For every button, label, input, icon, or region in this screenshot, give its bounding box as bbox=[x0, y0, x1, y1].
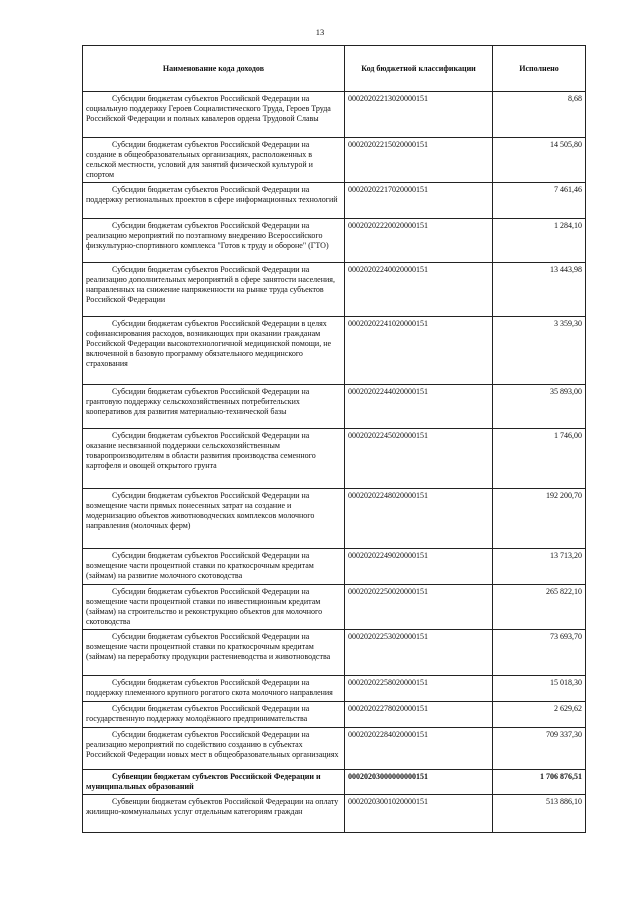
revenue-name: Субсидии бюджетам субъектов Российской Федерации на оказание несвязанной поддержки сельскохозяйственным товаропроизводителям в области развития производства семенного картофеля и овощей открытого грунта bbox=[86, 431, 316, 470]
revenue-name-cell bbox=[83, 770, 345, 795]
revenue-name-cell bbox=[83, 728, 345, 770]
table-row bbox=[83, 263, 586, 317]
executed-amount-cell: 8,68 bbox=[493, 92, 586, 138]
executed-amount-cell: 513 886,10 bbox=[493, 795, 586, 833]
page-number: 13 bbox=[315, 27, 325, 37]
budget-code-cell: 00020202250020000151 bbox=[345, 585, 493, 630]
revenue-name: Субсидии бюджетам субъектов Российской Федерации на создание в общеобразовательных организациях, расположенных в сельской местности, условий для занятий физической культурой и спортом bbox=[86, 140, 313, 179]
executed-amount-cell: 15 018,30 bbox=[493, 676, 586, 702]
revenue-name-cell bbox=[83, 429, 345, 489]
table-row bbox=[83, 138, 586, 183]
revenue-name: Субсидии бюджетам субъектов Российской Федерации на реализацию дополнительных мероприятий в сфере занятости населения, направленных на снижение напряженности на рынке труда субъектов Российской Федерации bbox=[86, 265, 335, 304]
executed-amount-cell: 1 706 876,51 bbox=[493, 770, 586, 795]
revenue-name: Субсидии бюджетам субъектов Российской Федерации на социальную поддержку Героев Социалистического Труда, Героев Труда Российской Федерации и полных кавалеров ордена Трудовой Славы bbox=[86, 94, 331, 123]
revenue-name-cell bbox=[83, 92, 345, 138]
table-row bbox=[83, 183, 586, 219]
table-row bbox=[83, 702, 586, 728]
revenue-name: Субвенции бюджетам субъектов Российской Федерации на оплату жилищно-коммунальных услуг отдельным категориям граждан bbox=[86, 797, 339, 816]
budget-code-cell: 00020202244020000151 bbox=[345, 385, 493, 429]
budget-code-cell: 00020202284020000151 bbox=[345, 728, 493, 770]
executed-amount-cell: 14 505,80 bbox=[493, 138, 586, 183]
executed-amount-cell: 1 746,00 bbox=[493, 429, 586, 489]
revenue-name-cell bbox=[83, 183, 345, 219]
executed-amount-cell: 73 693,70 bbox=[493, 630, 586, 676]
budget-code-cell: 00020203001020000151 bbox=[345, 795, 493, 833]
table-row bbox=[83, 92, 586, 138]
table-row bbox=[83, 489, 586, 549]
revenue-name-cell bbox=[83, 585, 345, 630]
executed-amount-cell: 1 284,10 bbox=[493, 219, 586, 263]
executed-amount-cell: 7 461,46 bbox=[493, 183, 586, 219]
revenue-name: Субсидии бюджетам субъектов Российской Федерации в целях софинансирования расходов, возникающих при оказании гражданам Российской Федерации высокотехнологичной медицинской помощи, не включенной в базовую программу обязательного медицинского страхования bbox=[86, 319, 332, 368]
revenue-name-cell bbox=[83, 263, 345, 317]
revenue-table bbox=[82, 45, 586, 833]
executed-amount-cell: 2 629,62 bbox=[493, 702, 586, 728]
revenue-name: Субсидии бюджетам субъектов Российской Федерации на возмещение части процентной ставки по инвестиционным кредитам (займам) на строительство и реконструкцию объектов для молочного скотоводства bbox=[86, 587, 323, 626]
table-row bbox=[83, 549, 586, 585]
budget-code-cell: 00020202241020000151 bbox=[345, 317, 493, 385]
revenue-name-cell bbox=[83, 219, 345, 263]
table-row bbox=[83, 795, 586, 833]
revenue-name: Субсидии бюджетам субъектов Российской Федерации на поддержку региональных проектов в сфере информационных технологий bbox=[86, 185, 338, 204]
executed-amount-cell: 265 822,10 bbox=[493, 585, 586, 630]
revenue-name: Субсидии бюджетам субъектов Российской Федерации на поддержку племенного крупного рогатого скота молочного направления bbox=[86, 678, 333, 697]
budget-code-cell: 00020202278020000151 bbox=[345, 702, 493, 728]
revenue-name: Субсидии бюджетам субъектов Российской Федерации на реализацию мероприятий по содействию созданию в субъектах Российской Федерации новых мест в общеобразовательных организациях bbox=[86, 730, 339, 759]
revenue-name-cell bbox=[83, 549, 345, 585]
revenue-name: Субсидии бюджетам субъектов Российской Федерации на реализацию мероприятий по поэтапному внедрению Всероссийского физкультурно-спортивного комплекса "Готов к труду и обороне" (ГТО) bbox=[86, 221, 329, 250]
header-code: Код бюджетной классификации bbox=[345, 46, 493, 92]
budget-code-cell: 00020202258020000151 bbox=[345, 676, 493, 702]
budget-code-cell: 00020202253020000151 bbox=[345, 630, 493, 676]
budget-code-cell: 00020203000000000151 bbox=[345, 770, 493, 795]
table-row bbox=[83, 219, 586, 263]
table-header-row bbox=[83, 46, 586, 92]
executed-amount-cell: 35 893,00 bbox=[493, 385, 586, 429]
revenue-name: Субвенции бюджетам субъектов Российской Федерации и муниципальных образований bbox=[86, 772, 321, 791]
table-row bbox=[83, 676, 586, 702]
executed-amount-cell: 192 200,70 bbox=[493, 489, 586, 549]
table-row bbox=[83, 429, 586, 489]
table-row bbox=[83, 317, 586, 385]
revenue-name-cell bbox=[83, 489, 345, 549]
executed-amount-cell: 13 443,98 bbox=[493, 263, 586, 317]
budget-code-cell: 00020202220020000151 bbox=[345, 219, 493, 263]
budget-code-cell: 00020202245020000151 bbox=[345, 429, 493, 489]
revenue-name-cell bbox=[83, 385, 345, 429]
table-row bbox=[83, 385, 586, 429]
revenue-name-cell bbox=[83, 317, 345, 385]
revenue-name: Субсидии бюджетам субъектов Российской Федерации на грантовую поддержку сельскохозяйственных потребительских кооперативов для развития материально-технической базы bbox=[86, 387, 310, 416]
revenue-name-cell bbox=[83, 676, 345, 702]
table-row bbox=[83, 728, 586, 770]
revenue-name-cell bbox=[83, 702, 345, 728]
revenue-name: Субсидии бюджетам субъектов Российской Федерации на возмещение части процентной ставки по краткосрочным кредитам (займам) на переработку продукции растениеводства и животноводства bbox=[86, 632, 331, 661]
budget-code-cell: 00020202248020000151 bbox=[345, 489, 493, 549]
table-row bbox=[83, 585, 586, 630]
budget-code-cell: 00020202249020000151 bbox=[345, 549, 493, 585]
revenue-name-cell bbox=[83, 138, 345, 183]
table-row bbox=[83, 630, 586, 676]
revenue-name: Субсидии бюджетам субъектов Российской Федерации на возмещение части процентной ставки по краткосрочным кредитам (займам) на развитие молочного скотоводства bbox=[86, 551, 314, 580]
table-row bbox=[83, 770, 586, 795]
executed-amount-cell: 3 359,30 bbox=[493, 317, 586, 385]
executed-amount-cell: 709 337,30 bbox=[493, 728, 586, 770]
revenue-name-cell bbox=[83, 795, 345, 833]
budget-code-cell: 00020202215020000151 bbox=[345, 138, 493, 183]
budget-code-cell: 00020202217020000151 bbox=[345, 183, 493, 219]
revenue-name: Субсидии бюджетам субъектов Российской Федерации на государственную поддержку молодёжного предпринимательства bbox=[86, 704, 310, 723]
revenue-name: Субсидии бюджетам субъектов Российской Федерации на возмещение части прямых понесенных затрат на создание и модернизацию объектов животноводческих комплексов молочного направления (молочных ферм) bbox=[86, 491, 315, 530]
budget-code-cell: 00020202213020000151 bbox=[345, 92, 493, 138]
header-executed: Исполнено bbox=[493, 46, 586, 92]
budget-code-cell: 00020202240020000151 bbox=[345, 263, 493, 317]
revenue-name-cell bbox=[83, 630, 345, 676]
header-name: Наименование кода доходов bbox=[83, 46, 345, 92]
executed-amount-cell: 13 713,20 bbox=[493, 549, 586, 585]
table-body bbox=[83, 92, 586, 833]
